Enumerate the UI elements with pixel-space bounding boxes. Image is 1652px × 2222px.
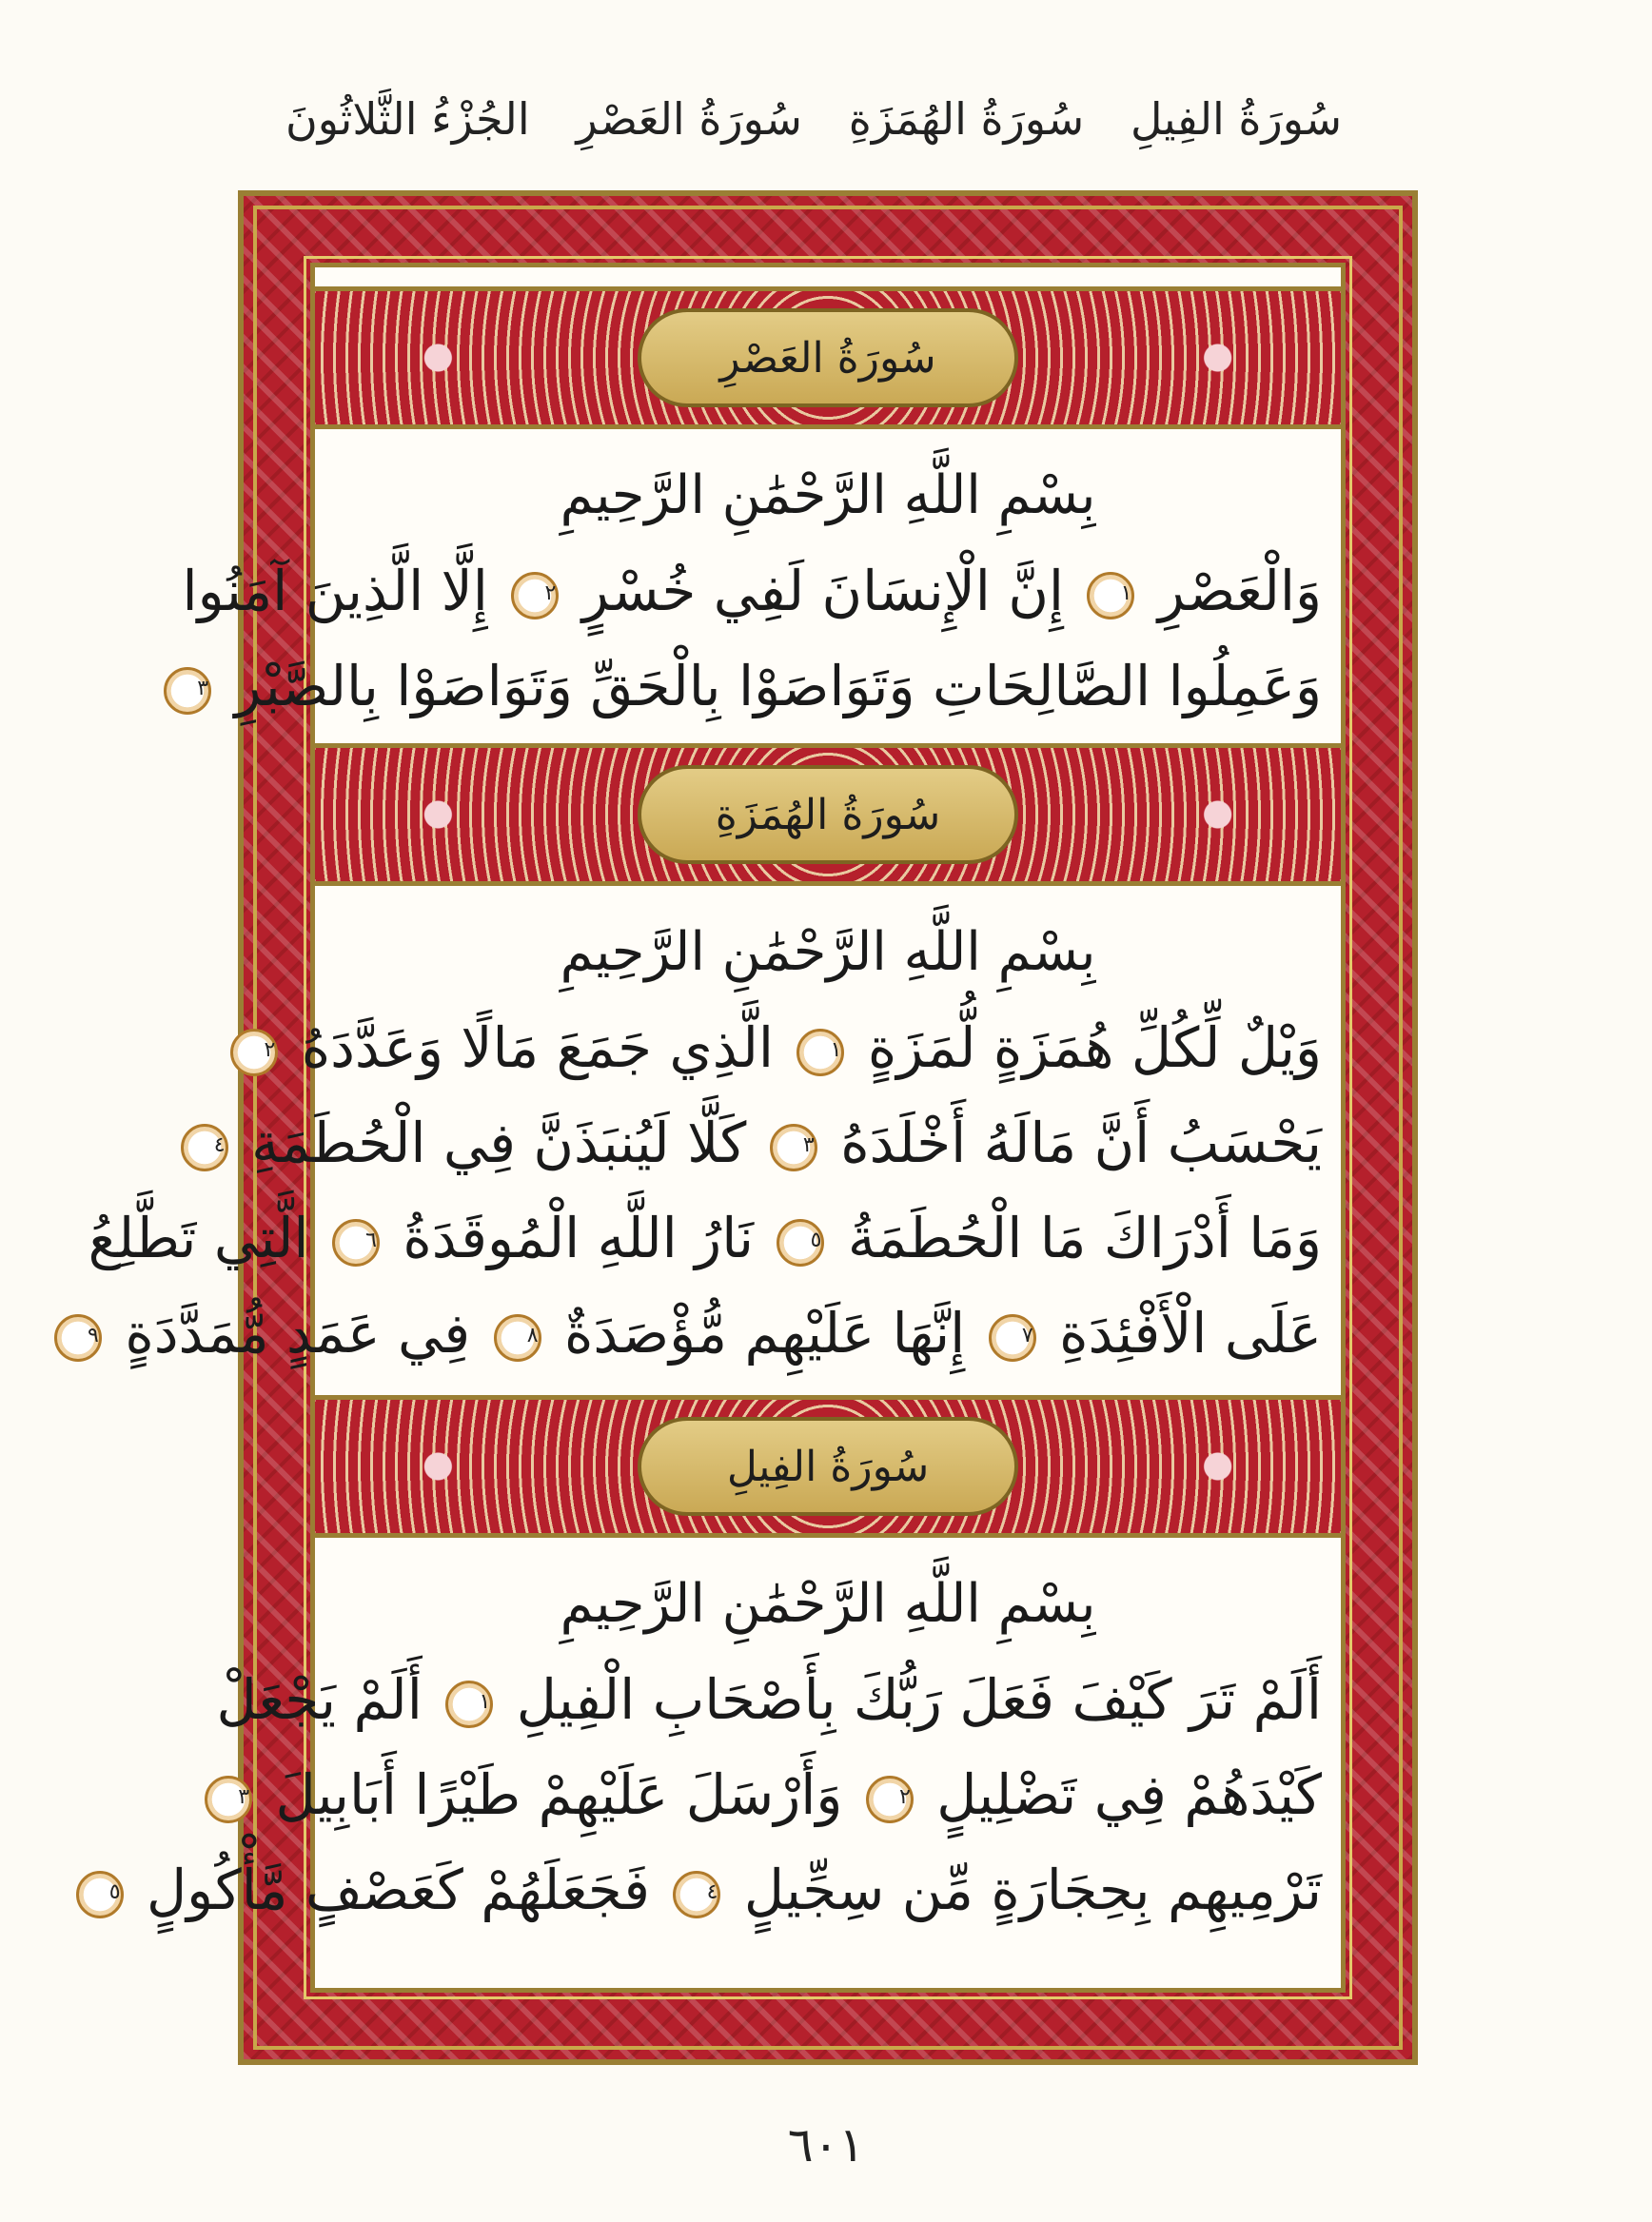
surah-banner-fil (315, 1395, 1341, 1538)
header-surah-fil: سُورَةُ الفِيلِ (1130, 93, 1342, 145)
ayah-marker: ٦ (332, 1219, 380, 1267)
surah-banner-humazah (315, 743, 1341, 886)
verse-text: كَيْدَهُمْ فِي تَضْلِيلٍ (936, 1762, 1322, 1827)
surah-title-cartouche (638, 765, 1018, 864)
header-surah-asr: سُورَةُ العَصْرِ (576, 93, 802, 145)
surah-title: سُورَةُ العَصْرِ (719, 333, 936, 383)
verse-text: وَيْلٌ لِّكُلِّ هُمَزَةٍ لُّمَزَةٍ (867, 1015, 1322, 1080)
ayah-marker: ١ (796, 1029, 844, 1076)
ayah-marker: ٧ (989, 1314, 1036, 1362)
ayah-marker: ٢ (511, 572, 559, 619)
verse-text: وَعَمِلُوا الصَّالِحَاتِ وَتَوَاصَوْا بِالْحَقِّ وَتَوَاصَوْا بِالصَّبْرِ (234, 654, 1322, 718)
verse-text: إِنَّهَا عَلَيْهِم مُّؤْصَدَةٌ (563, 1301, 966, 1366)
verse-text: الَّذِي جَمَعَ مَالًا وَعَدَّدَهُ (301, 1015, 774, 1080)
verse-line (182, 543, 1322, 639)
verse-text: كَلَّا لَيُنبَذَنَّ فِي الْحُطَمَةِ (251, 1111, 747, 1175)
ayah-marker: ٥ (76, 1871, 124, 1918)
ayah-marker: ١ (1087, 572, 1134, 619)
verse-text: فِي عَمَدٍ مُّمَدَّدَةٍ (125, 1301, 471, 1366)
ayah-marker: ٣ (205, 1776, 252, 1823)
verse-line (197, 639, 1322, 734)
surah-title-cartouche (638, 1417, 1018, 1516)
basmala: بِسْمِ اللَّهِ الرَّحْمَٰنِ الرَّحِيمِ (560, 464, 1096, 526)
ornamental-frame (88, 190, 1418, 2065)
verse-text: نَارُ اللَّهِ الْمُوقَدَةُ (403, 1206, 755, 1270)
ayah-marker: ٤ (673, 1871, 720, 1918)
verse-text: وَأَرْسَلَ عَلَيْهِمْ طَيْرًا أَبَابِيلَ (275, 1762, 843, 1827)
ayah-marker: ٢ (230, 1029, 278, 1076)
verse-text: فَجَعَلَهُمْ كَعَصْفٍ مَّأْكُولٍ (147, 1858, 650, 1922)
verse-line (108, 1842, 1322, 1937)
verse-text: عَلَى الْأَفْئِدَةِ (1059, 1301, 1322, 1366)
header-surah-humazah: سُورَةُ الهُمَزَةِ (848, 93, 1085, 145)
verse-text: وَمَا أَدْرَاكَ مَا الْحُطَمَةُ (847, 1206, 1322, 1270)
verse-line (88, 1190, 1322, 1286)
verse-line (88, 1286, 1322, 1381)
verse-text: وَالْعَصْرِ (1157, 559, 1322, 623)
text-area (88, 263, 1346, 1993)
basmala: بِسْمِ اللَّهِ الرَّحْمَٰنِ الرَّحِيمِ (560, 1573, 1096, 1635)
verse-text: يَحْسَبُ أَنَّ مَالَهُ أَخْلَدَهُ (840, 1111, 1322, 1175)
verse-line (264, 1000, 1322, 1095)
page-number: ٦٠١ (787, 2117, 865, 2173)
verse-text: أَلَمْ تَرَ كَيْفَ فَعَلَ رَبُّكَ بِأَصْحَابِ الْفِيلِ (516, 1667, 1322, 1732)
verse-text: إِلَّا الَّذِينَ آمَنُوا (182, 559, 488, 623)
ayah-marker: ١ (445, 1681, 493, 1728)
surah-title-cartouche (638, 308, 1018, 407)
ayah-marker: ٨ (494, 1314, 541, 1362)
surah-title: سُورَةُ الفِيلِ (726, 1442, 930, 1491)
verse-line (216, 1652, 1322, 1747)
verse-line (238, 1747, 1322, 1842)
ayah-marker: ٤ (181, 1124, 228, 1171)
basmala: بِسْمِ اللَّهِ الرَّحْمَٰنِ الرَّحِيمِ (560, 921, 1096, 983)
ayah-marker: ٢ (866, 1776, 914, 1823)
surah-title: سُورَةُ الهُمَزَةِ (715, 790, 941, 839)
verse-text: الَّتِي تَطَّلِعُ (88, 1206, 309, 1270)
verse-text: إِنَّ الْإِنسَانَ لَفِي خُسْرٍ (581, 559, 1065, 623)
verse-text: أَلَمْ يَجْعَلْ (216, 1667, 423, 1732)
page-header (285, 67, 1342, 171)
verse-text: تَرْمِيهِم بِحِجَارَةٍ مِّن سِجِّيلٍ (743, 1858, 1322, 1922)
surah-banner-asr (315, 286, 1341, 429)
header-juz: الجُزْءُ الثَّلاثُونَ (285, 93, 530, 145)
ayah-marker: ٩ (54, 1314, 102, 1362)
ayah-marker: ٣ (164, 667, 211, 715)
ayah-marker: ٣ (770, 1124, 817, 1171)
verse-line (213, 1095, 1322, 1190)
ayah-marker: ٥ (777, 1219, 824, 1267)
